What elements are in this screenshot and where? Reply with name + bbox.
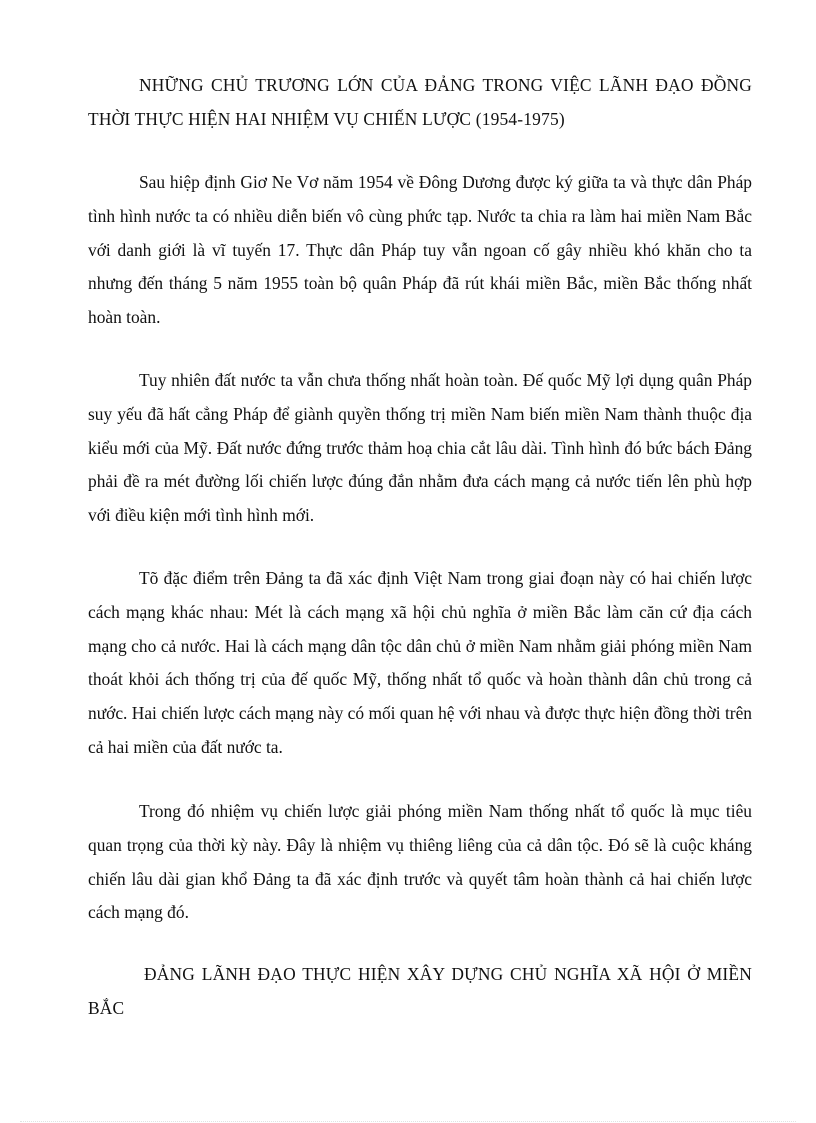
section-heading: ĐẢNG LÃNH ĐẠO THỰC HIỆN XÂY DỰNG CHỦ NGHĨA XÃ HỘI Ở MIỀN BẮC	[88, 964, 752, 1018]
paragraph-3: Tõ đặc điểm trên Đảng ta đã xác định Việt Nam trong giai đoạn này có hai chiến lược cách mạng khác nhau: Mét là cách mạng xã hội chủ nghĩa ở miền Bắc làm căn cứ địa cách mạng cho cả nước. Hai là cách mạng dân tộc dân chủ ở miền Nam nhằm giải phóng miền Nam thoát khỏi ách thống trị của đế quốc Mỹ, thống nhất tổ quốc và hoàn thành dân chủ trong cả nước. Hai chiến lược cách mạng này có mối quan hệ với nhau và được thực hiện đồng thời trên cả hai miền của đất nước ta.	[88, 568, 752, 757]
paragraph-2: Tuy nhiên đất nước ta vẫn chưa thống nhất hoàn toàn. Đế quốc Mỹ lợi dụng quân Pháp suy yếu đã hất cẳng Pháp để giành quyền thống trị miền Nam biến miền Nam thành thuộc địa kiểu mới của Mỹ. Đất nước đứng trước thảm hoạ chia cắt lâu dài. Tình hình đó bức bách Đảng phải đề ra mét đường lối chiến lược đúng đắn nhằm đưa cách mạng cả nước tiến lên phù hợp với điều kiện mới tình hình mới.	[88, 370, 752, 526]
document-title: NHỮNG CHỦ TRƯƠNG LỚN CỦA ĐẢNG TRONG VIỆC LÃNH ĐẠO ĐỒNG THỜI THỰC HIỆN HAI NHIỆM VỤ CHIẾN LƯỢC (1954-1975)	[88, 75, 752, 129]
page-bottom-divider	[20, 1121, 796, 1122]
paragraph-4: Trong đó nhiệm vụ chiến lược giải phóng miền Nam thống nhất tổ quốc là mục tiêu quan trọng của thời kỳ này. Đây là nhiệm vụ thiêng liêng của cả dân tộc. Đó sẽ là cuộc kháng chiến lâu dài gian khổ Đảng ta đã xác định trước và quyết tâm hoàn thành cả hai chiến lược cách mạng đó.	[88, 801, 752, 923]
paragraph-1: Sau hiệp định Giơ Ne Vơ năm 1954 về Đông Dương được ký giữa ta và thực dân Pháp tình hình nước ta có nhiều diễn biến vô cùng phức tạp. Nước ta chia ra làm hai miền Nam Bắc với danh giới là vĩ tuyến 17. Thực dân Pháp tuy vẫn ngoan cố gây nhiều khó khăn cho ta nhưng đến tháng 5 năm 1955 toàn bộ quân Pháp đã rút khái miền Bắc, miền Bắc thống nhất hoàn toàn.	[88, 172, 752, 328]
